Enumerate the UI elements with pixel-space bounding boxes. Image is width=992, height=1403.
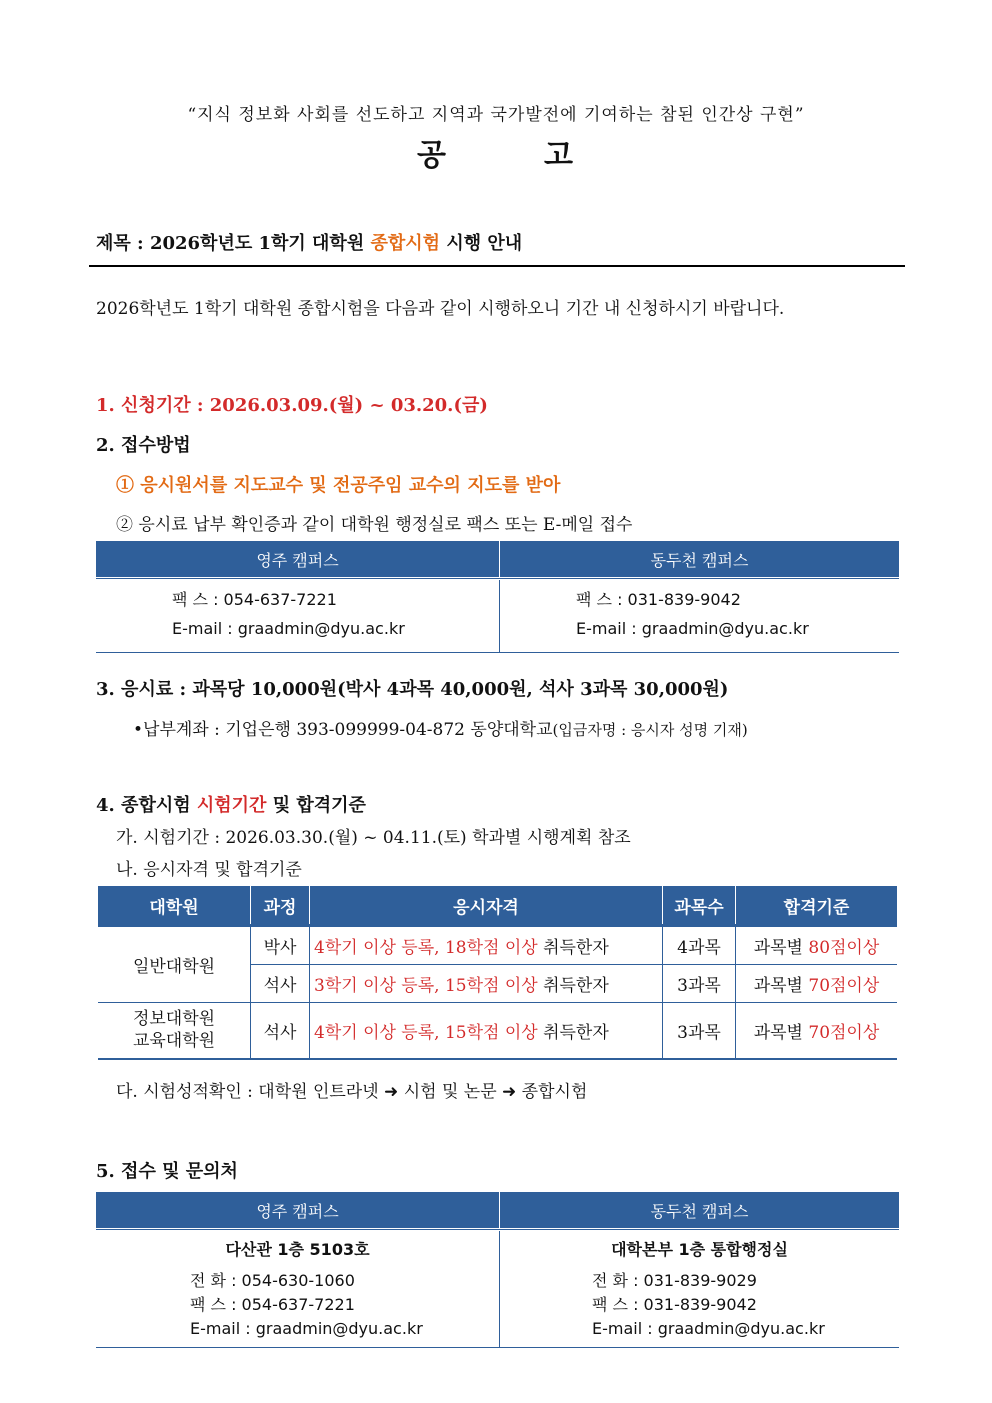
account-note: (입금자명 : 응시자 성명 기재) [552, 721, 748, 739]
subject-highlight: 종합시험 [370, 233, 441, 254]
qualification-black: 취득한자 [537, 976, 609, 996]
subjects-cell: 3과목 [663, 1003, 736, 1059]
submission-col-yeongju: 영주 캠퍼스 [96, 541, 500, 579]
section3-account [133, 715, 748, 740]
yeongju-contact [96, 579, 500, 653]
contact-table [96, 1192, 899, 1348]
submission-col-dongducheon: 동두천 캠퍼스 [500, 541, 900, 579]
section2-heading: 2. 접수방법 [96, 435, 191, 456]
section1-period: 1. 신청기간 : 2026.03.09.(월) ~ 03.20.(금) [96, 395, 488, 416]
section4-heading-red: 시험기간 [196, 795, 267, 816]
subject-suffix: 시행 안내 [440, 233, 523, 254]
dongducheon-fax: 팩 스 : 031-839-9042 [576, 590, 741, 609]
pass-label: 과목별 [753, 938, 809, 958]
school-info: 정보대학원 [132, 1009, 216, 1030]
criteria-header-pass: 합격기준 [736, 886, 898, 926]
dongducheon-email: E-mail : graadmin@dyu.ac.kr [576, 619, 809, 638]
course-cell: 박사 [251, 926, 310, 965]
section2-item1: ① 응시원서를 지도교수 및 전공주임 교수의 지도를 받아 [116, 475, 561, 496]
qualification-red: 4학기 이상 등록, 18학점 이상 [314, 938, 538, 958]
qualification-red: 4학기 이상 등록, 15학점 이상 [314, 1022, 538, 1043]
criteria-header-qualification: 응시자격 [310, 886, 663, 926]
school-general: 일반대학원 [98, 926, 251, 1003]
yeongju-email2: E-mail : graadmin@dyu.ac.kr [190, 1319, 423, 1338]
qualification-cell [310, 965, 663, 1003]
section2-item2: ② 응시료 납부 확인증과 같이 대학원 행정실로 팩스 또는 E-메일 접수 [116, 515, 633, 535]
page-title [0, 130, 992, 174]
title-char-2: 고 [544, 138, 575, 173]
subjects-cell: 4과목 [663, 926, 736, 965]
title-char-1: 공 [417, 138, 448, 173]
dongducheon-contact [500, 579, 900, 653]
qualification-cell [310, 1003, 663, 1059]
pass-score: 80점이상 [808, 938, 880, 958]
dongducheon-tel: 전 화 : 031-839-9029 [592, 1271, 757, 1290]
qualification-black: 취득한자 [537, 938, 609, 958]
table-row [98, 926, 897, 965]
school-info-edu [98, 1003, 251, 1059]
section4-ga: 가. 시험기간 : 2026.03.30.(월) ~ 04.11.(토) 학과별 시행계획 참조 [116, 828, 631, 848]
section3-heading: 3. 응시료 : 과목당 10,000원(박사 4과목 40,000원, 석사 3과목 30,000원) [96, 679, 729, 700]
section4-da: 다. 시험성적확인 : 대학원 인트라넷 ➜ 시험 및 논문 ➜ 종합시험 [116, 1082, 588, 1102]
section4-na: 나. 응시자격 및 합격기준 [116, 860, 302, 880]
dongducheon-place: 대학본부 1층 통합행정실 [611, 1240, 788, 1259]
pass-cell [736, 965, 898, 1003]
dongducheon-email2: E-mail : graadmin@dyu.ac.kr [592, 1319, 825, 1338]
qualification-black: 취득한자 [537, 1022, 609, 1043]
intro-paragraph: 2026학년도 1학기 대학원 종합시험을 다음과 같이 시행하오니 기간 내 신청하시기 바랍니다. [96, 299, 785, 319]
qualification-cell [310, 926, 663, 965]
school-edu: 교육대학원 [132, 1031, 216, 1052]
pass-label: 과목별 [753, 1022, 809, 1043]
yeongju-office [96, 1230, 500, 1348]
yeongju-tel: 전 화 : 054-630-1060 [190, 1271, 355, 1290]
subject-divider [89, 265, 905, 267]
course-cell: 석사 [251, 1003, 310, 1059]
pass-score: 70점이상 [808, 976, 880, 996]
pass-cell [736, 1003, 898, 1059]
yeongju-fax2: 팩 스 : 054-637-7221 [190, 1295, 355, 1314]
course-cell: 석사 [251, 965, 310, 1003]
yeongju-place: 다산관 1층 5103호 [225, 1240, 370, 1259]
qualification-red: 3학기 이상 등록, 15학점 이상 [314, 976, 538, 996]
criteria-header-course: 과정 [251, 886, 310, 926]
submission-table [96, 541, 899, 653]
dongducheon-office [500, 1230, 900, 1348]
table-row [98, 1003, 897, 1059]
pass-score: 70점이상 [808, 1022, 880, 1043]
section4-heading-a: 4. 종합시험 [96, 795, 197, 816]
yeongju-fax: 팩 스 : 054-637-7221 [172, 590, 337, 609]
dongducheon-fax2: 팩 스 : 031-839-9042 [592, 1295, 757, 1314]
section4-heading [96, 791, 366, 817]
section5-heading: 5. 접수 및 문의처 [96, 1161, 238, 1182]
slogan: “지식 정보화 사회를 선도하고 지역과 국가발전에 기여하는 참된 인간상 구현” [187, 105, 805, 125]
criteria-header-subjects: 과목수 [663, 886, 736, 926]
pass-cell [736, 926, 898, 965]
contact-col-dongducheon: 동두천 캠퍼스 [500, 1192, 900, 1230]
yeongju-email: E-mail : graadmin@dyu.ac.kr [172, 619, 405, 638]
criteria-table [98, 886, 897, 1060]
section4-heading-b: 및 합격기준 [266, 795, 366, 816]
criteria-header-school: 대학원 [98, 886, 251, 926]
pass-label: 과목별 [753, 976, 809, 996]
subjects-cell: 3과목 [663, 965, 736, 1003]
subject-prefix: 제목 : 2026학년도 1학기 대학원 [96, 233, 371, 254]
contact-col-yeongju: 영주 캠퍼스 [96, 1192, 500, 1230]
subject-line [96, 229, 522, 255]
account-info: •납부계좌 : 기업은행 393-099999-04-872 동양대학교 [133, 720, 553, 740]
